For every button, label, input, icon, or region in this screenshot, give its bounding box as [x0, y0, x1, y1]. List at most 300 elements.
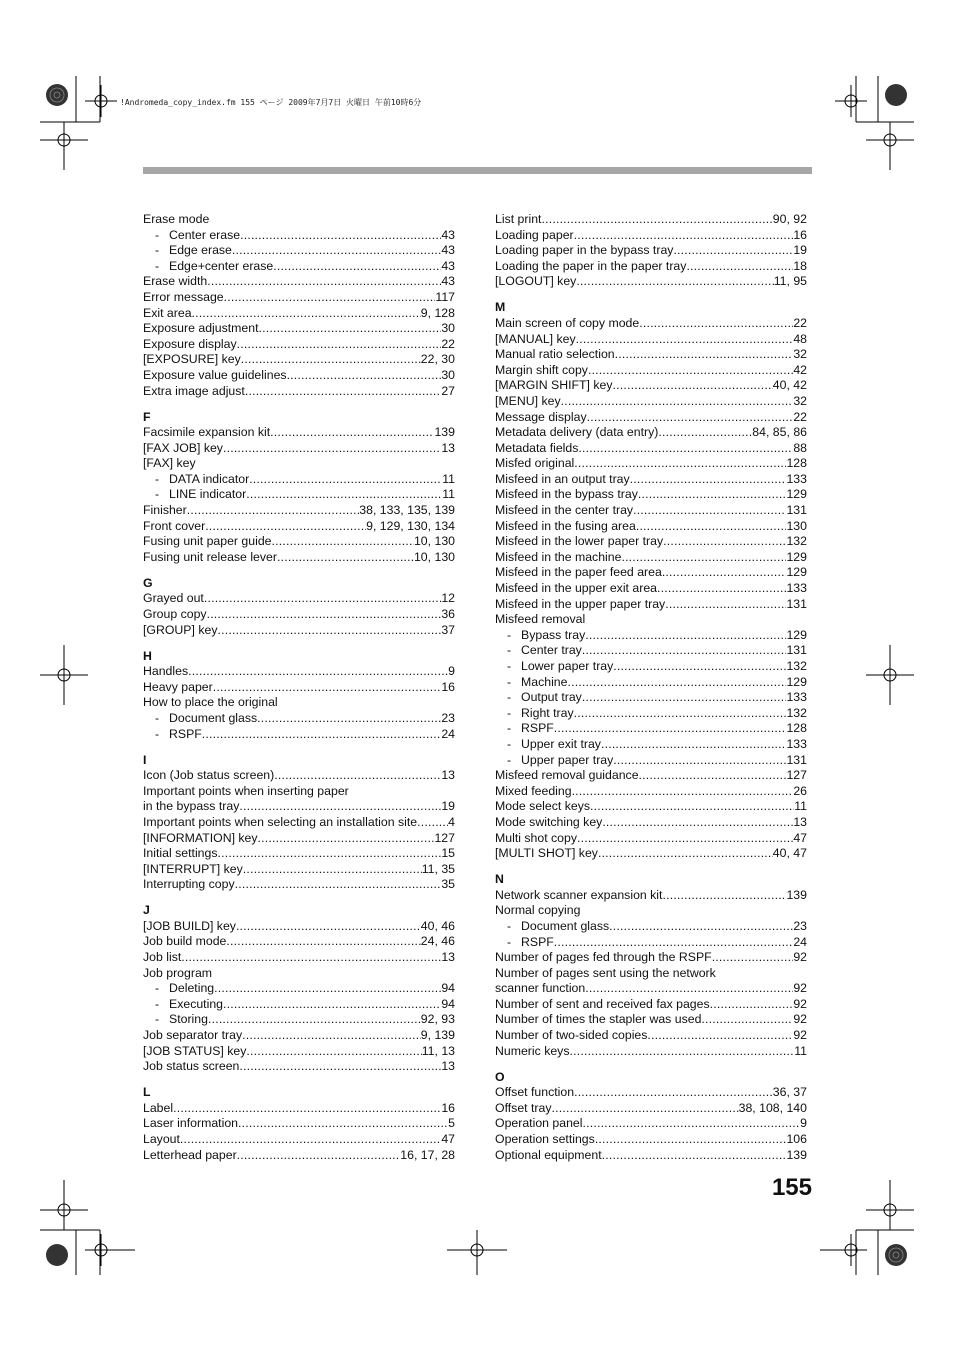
dot-leader	[218, 846, 442, 862]
index-term: Erase mode	[143, 212, 210, 226]
index-entry	[495, 1148, 807, 1164]
index-entry	[143, 550, 455, 566]
dot-leader	[662, 565, 787, 581]
dot-leader	[180, 1132, 441, 1148]
index-entry	[143, 306, 455, 322]
index-term: Layout	[143, 1132, 180, 1146]
index-entry	[143, 862, 455, 878]
index-page-ref: 13	[441, 1059, 455, 1074]
index-page-ref: 47	[793, 830, 807, 845]
dot-leader	[639, 768, 787, 784]
index-term: Mode select keys	[495, 799, 591, 814]
index-section-letter: O	[495, 1069, 505, 1084]
index-subentry: - Document glass ..... 23	[495, 919, 807, 935]
index-entry	[143, 503, 455, 519]
index-term: Main screen of copy mode	[495, 315, 640, 330]
index-term: [JOB BUILD] key	[143, 918, 236, 933]
index-section-letter: I	[143, 752, 147, 767]
index-term: How to place the original	[143, 695, 278, 710]
index-page-ref: 94	[441, 996, 455, 1011]
index-page-ref: 9	[800, 1116, 807, 1131]
index-page-ref: 48	[793, 331, 807, 346]
index-page-ref: 16	[441, 679, 455, 694]
index-entry	[495, 1116, 807, 1132]
index-entry	[495, 472, 807, 488]
index-term: Mixed feeding	[495, 783, 572, 798]
index-entry	[143, 337, 455, 353]
index-page-ref: 92	[793, 1012, 807, 1027]
index-term: RSPF	[521, 934, 554, 949]
index-page-ref: 9, 128	[420, 305, 455, 320]
dot-leader	[237, 1148, 401, 1164]
index-page-ref: 131	[786, 596, 807, 611]
index-section-letter: G	[143, 575, 153, 590]
index-page-ref: 13	[441, 950, 455, 965]
index-entry	[143, 1116, 455, 1132]
index-page-ref: 11, 35	[421, 861, 455, 876]
index-column-left	[143, 212, 455, 1163]
index-entry	[143, 934, 455, 950]
index-entry	[143, 1044, 455, 1060]
index-term: Metadata delivery (data entry)	[495, 425, 659, 440]
index-term: Misfeed in the fusing area	[495, 518, 636, 533]
index-term: Bypass tray	[521, 627, 586, 642]
index-subentry: - Center tray ..... 131	[495, 643, 807, 659]
index-entry	[495, 316, 807, 332]
dot-leader	[181, 950, 441, 966]
index-term: in the bypass tray	[143, 799, 240, 814]
index-term: Job list	[143, 950, 182, 965]
index-term: Optional equipment	[495, 1147, 602, 1162]
dot-leader	[639, 316, 793, 332]
dot-leader	[240, 228, 441, 244]
index-entry	[143, 290, 455, 306]
index-entry	[143, 321, 455, 337]
index-entry	[495, 1028, 807, 1044]
index-term: Error message	[143, 289, 224, 304]
index-entry	[495, 981, 807, 997]
index-page-ref: 40, 46	[420, 918, 455, 933]
index-entry	[495, 378, 807, 394]
index-section-letter: F	[143, 409, 151, 424]
index-entry	[495, 212, 807, 228]
index-entry	[143, 623, 455, 639]
index-page-ref: 127	[434, 830, 455, 845]
index-page-ref: 4	[448, 814, 455, 829]
dot-leader	[561, 394, 794, 410]
dot-leader	[595, 1132, 787, 1148]
index-subentry: - Executing ..... 94	[143, 997, 455, 1013]
index-page-ref: 88	[793, 440, 807, 455]
dot-leader	[223, 997, 441, 1013]
index-term: DATA indicator	[169, 471, 250, 486]
dot-leader	[214, 981, 441, 997]
index-term: Offset function	[495, 1085, 575, 1100]
index-term: Finisher	[143, 503, 187, 518]
index-entry	[143, 664, 455, 680]
index-section-letter: J	[143, 903, 150, 918]
index-entry	[495, 1012, 807, 1028]
index-page-ref: 133	[786, 471, 807, 486]
index-term: Misfeed in the upper exit area	[495, 581, 658, 596]
index-page-ref: 106	[786, 1132, 807, 1147]
index-page-ref: 11	[794, 1043, 807, 1058]
index-entry	[495, 228, 807, 244]
index-term: Facsimile expansion kit	[143, 425, 271, 440]
dot-leader	[577, 831, 793, 847]
index-page-ref: 26	[793, 783, 807, 798]
index-term: Number of pages sent using the network	[495, 965, 716, 980]
index-entry	[143, 877, 455, 893]
index-term: scanner function	[495, 981, 586, 996]
index-term: Label	[143, 1100, 174, 1115]
dot-leader	[621, 550, 786, 566]
dot-leader	[239, 1059, 441, 1075]
dot-leader	[241, 352, 421, 368]
index-term: Job build mode	[143, 934, 227, 949]
index-term: Storing	[169, 1012, 208, 1027]
index-entry	[143, 212, 455, 228]
index-entry	[495, 363, 807, 379]
dot-leader	[576, 274, 773, 290]
index-page-ref: 42	[793, 362, 807, 377]
index-entry	[143, 607, 455, 623]
index-term: [LOGOUT] key	[495, 274, 577, 289]
dot-leader	[665, 597, 786, 613]
dot-leader	[578, 441, 793, 457]
dot-leader	[270, 425, 434, 441]
index-entry	[495, 612, 807, 628]
index-page-ref: 19	[441, 799, 455, 814]
header-bar	[143, 167, 812, 174]
index-page-ref: 30	[441, 367, 455, 382]
index-page-ref: 47	[441, 1132, 455, 1146]
index-page-ref: 13	[441, 768, 455, 783]
index-entry	[495, 846, 807, 862]
dot-leader	[224, 290, 436, 306]
index-page-ref: 131	[786, 643, 807, 658]
index-subentry: - Right tray ..... 132	[495, 706, 807, 722]
index-term: Misfed original	[495, 456, 575, 471]
index-subentry: - Center erase ..... 43	[143, 228, 455, 244]
dot-leader	[273, 259, 441, 275]
index-section-letter: H	[143, 648, 152, 663]
index-term: [MENU] key	[495, 393, 561, 408]
index-term: Exposure display	[143, 336, 237, 351]
index-page-ref: 130	[786, 518, 807, 533]
index-entry	[495, 274, 807, 290]
index-term: Edge erase	[169, 243, 232, 258]
index-term: Deleting	[169, 981, 215, 996]
dot-leader	[710, 997, 794, 1013]
dot-leader	[673, 243, 793, 259]
index-entry	[495, 888, 807, 904]
index-page-ref: 139	[786, 887, 807, 902]
index-term: Mode switching key	[495, 814, 603, 829]
index-page-ref: 5	[448, 1116, 455, 1131]
index-term: Exposure value guidelines	[143, 367, 287, 382]
index-section-letter: N	[495, 872, 504, 887]
dot-leader	[173, 1101, 441, 1117]
index-term: Number of pages fed through the RSPF	[495, 950, 712, 965]
index-page-ref: 16, 17, 28	[400, 1147, 455, 1162]
index-term: [EXPOSURE] key	[143, 352, 241, 367]
dot-leader	[236, 919, 421, 935]
index-term: Upper paper tray	[521, 752, 614, 767]
index-page-ref: 129	[786, 549, 807, 564]
index-page-ref: 133	[786, 690, 807, 705]
dot-leader	[633, 503, 786, 519]
index-page-ref: 129	[786, 627, 807, 642]
index-page-ref: 129	[786, 674, 807, 689]
dot-leader	[213, 680, 442, 696]
index-term: RSPF	[521, 721, 554, 736]
index-term: Number of times the stapler was used	[495, 1012, 702, 1027]
dot-leader	[552, 1101, 739, 1117]
index-subentry: - Storing ..... 92, 93	[143, 1012, 455, 1028]
index-page-ref: 36, 37	[772, 1085, 807, 1100]
index-entry	[143, 1132, 455, 1148]
dot-leader	[582, 643, 787, 659]
dot-leader	[663, 534, 786, 550]
index-page-ref: 11	[442, 487, 455, 502]
index-entry	[143, 1059, 455, 1075]
index-entry	[143, 919, 455, 935]
index-page-ref: 92	[793, 1028, 807, 1043]
dot-leader	[613, 378, 773, 394]
dot-leader	[188, 664, 448, 680]
index-term: Document glass	[521, 918, 610, 933]
dot-leader	[541, 212, 772, 228]
index-entry	[143, 950, 455, 966]
index-term: Manual ratio selection	[495, 347, 615, 362]
index-term: [FAX] key	[143, 456, 196, 471]
dot-leader	[245, 384, 441, 400]
index-entry	[143, 456, 455, 472]
index-page-ref: 129	[786, 487, 807, 502]
index-page-ref: 24	[793, 934, 807, 949]
index-page-ref: 132	[786, 534, 807, 549]
index-page-ref: 40, 47	[772, 846, 807, 861]
index-term: Initial settings	[143, 846, 218, 861]
index-term: List print	[495, 212, 542, 226]
index-entry	[143, 384, 455, 400]
dot-leader	[576, 332, 794, 348]
index-subentry: - RSPF ..... 24	[495, 935, 807, 951]
index-term: [MARGIN SHIFT] key	[495, 378, 613, 393]
dot-leader	[598, 846, 773, 862]
index-term: Operation panel	[495, 1116, 583, 1131]
index-term: Group copy	[143, 607, 207, 622]
index-term: Fusing unit paper guide	[143, 534, 272, 549]
index-subentry: - Bypass tray ..... 129	[495, 628, 807, 644]
index-entry	[495, 243, 807, 259]
index-page-ref: 30	[441, 321, 455, 336]
index-page-ref: 129	[786, 565, 807, 580]
index-term: Executing	[169, 996, 224, 1011]
index-term: Front cover	[143, 518, 206, 533]
dot-leader	[609, 919, 793, 935]
index-entry	[495, 487, 807, 503]
index-entry	[495, 768, 807, 784]
dot-leader	[574, 228, 794, 244]
index-page-ref: 92	[793, 981, 807, 996]
index-entry	[495, 997, 807, 1013]
dot-leader	[259, 321, 442, 337]
index-entry	[495, 1085, 807, 1101]
dot-leader	[205, 519, 366, 535]
dot-leader	[574, 456, 786, 472]
dot-leader	[636, 519, 787, 535]
index-entry	[495, 394, 807, 410]
index-term: Lower paper tray	[521, 659, 614, 674]
index-term: Right tray	[521, 705, 574, 720]
index-page-ref: 11	[794, 799, 807, 814]
index-page-ref: 12	[441, 591, 455, 606]
index-page-ref: 24	[441, 726, 455, 741]
index-page-ref: 128	[786, 721, 807, 736]
dot-leader	[554, 721, 787, 737]
index-entry	[143, 591, 455, 607]
index-page-ref: 133	[786, 581, 807, 596]
index-subentry: - Edge erase ..... 43	[143, 243, 455, 259]
index-page-ref: 9	[448, 664, 455, 679]
index-term: Important points when inserting paper	[143, 783, 349, 798]
index-entry	[495, 966, 807, 982]
index-entry	[495, 441, 807, 457]
index-page-ref: 23	[793, 918, 807, 933]
index-entry	[495, 1132, 807, 1148]
index-entry	[143, 519, 455, 535]
dot-leader	[587, 410, 794, 426]
dot-leader	[602, 1148, 787, 1164]
index-subentry: - Lower paper tray ..... 132	[495, 659, 807, 675]
index-page-ref: 139	[786, 1147, 807, 1162]
index-subentry: - RSPF ..... 128	[495, 721, 807, 737]
index-term: Letterhead paper	[143, 1147, 237, 1162]
index-entry	[143, 695, 455, 711]
index-entry	[143, 799, 455, 815]
index-page-ref: 132	[786, 659, 807, 674]
dot-leader	[582, 690, 787, 706]
index-page-ref: 11, 95	[773, 274, 807, 289]
index-page-ref: 15	[441, 846, 455, 861]
index-term: Grayed out	[143, 591, 204, 606]
dot-leader	[208, 1012, 421, 1028]
index-term: Offset tray	[495, 1100, 552, 1115]
index-entry	[495, 1101, 807, 1117]
index-term: Misfeed in the paper feed area	[495, 565, 662, 580]
index-entry	[495, 597, 807, 613]
index-entry	[495, 503, 807, 519]
index-term: Center erase	[169, 227, 241, 242]
index-entry	[143, 680, 455, 696]
index-section-letter: L	[143, 1085, 151, 1100]
index-page-ref: 35	[441, 877, 455, 892]
index-entry	[143, 966, 455, 982]
index-page-ref: 92	[793, 950, 807, 965]
index-entry	[143, 1148, 455, 1164]
dot-leader	[662, 888, 786, 904]
index-page-ref: 92, 93	[420, 1012, 455, 1027]
index-page-ref: 84, 85, 86	[752, 425, 807, 440]
dot-leader	[602, 815, 793, 831]
dot-leader	[572, 784, 794, 800]
dot-leader	[202, 727, 442, 743]
dot-leader	[554, 935, 794, 951]
index-entry	[495, 903, 807, 919]
index-page-ref: 32	[793, 347, 807, 362]
dot-leader	[204, 591, 441, 607]
index-entry	[495, 815, 807, 831]
dot-leader	[207, 274, 441, 290]
dot-leader	[249, 472, 442, 488]
index-page-ref: 16	[441, 1100, 455, 1115]
index-page-ref: 43	[441, 258, 455, 273]
index-term: Loading paper in the bypass tray	[495, 243, 674, 258]
index-term: Job separator tray	[143, 1028, 243, 1043]
index-page-ref: 131	[786, 752, 807, 767]
index-column-right	[495, 212, 807, 1163]
index-term: Message display	[495, 409, 587, 424]
index-page-ref: 13	[441, 440, 455, 455]
index-entry	[495, 799, 807, 815]
index-page-ref: 32	[793, 393, 807, 408]
index-page-ref: 9, 139	[420, 1028, 455, 1043]
index-subentry: - Output tray ..... 133	[495, 690, 807, 706]
index-entry	[495, 1044, 807, 1060]
index-term: Upper exit tray	[521, 736, 601, 751]
index-page-ref: 11, 13	[421, 1043, 455, 1058]
index-entry	[495, 950, 807, 966]
index-page-ref: 23	[441, 710, 455, 725]
dot-leader	[613, 753, 786, 769]
index-entry	[495, 784, 807, 800]
index-page-ref: 22	[441, 336, 455, 351]
index-term: RSPF	[169, 726, 202, 741]
index-page-ref: 90, 92	[772, 212, 807, 226]
index-entry	[495, 831, 807, 847]
index-page-ref: 38, 108, 140	[738, 1100, 807, 1115]
index-page-ref: 24, 46	[420, 934, 455, 949]
index-term: Extra image adjust	[143, 383, 245, 398]
index-entry	[495, 332, 807, 348]
index-term: Normal copying	[495, 903, 581, 918]
index-subentry: - LINE indicator ..... 11	[143, 487, 455, 503]
index-entry	[143, 425, 455, 441]
index-term: Misfeed removal	[495, 612, 586, 627]
dot-leader	[243, 862, 422, 878]
index-entry	[495, 565, 807, 581]
index-term: Document glass	[169, 710, 258, 725]
index-term: Edge+center erase	[169, 258, 274, 273]
dot-leader	[272, 534, 414, 550]
index-term: Laser information	[143, 1116, 239, 1131]
index-subentry: - Machine ..... 129	[495, 675, 807, 691]
index-entry	[143, 846, 455, 862]
index-term: Misfeed in the lower paper tray	[495, 534, 664, 549]
index-page-ref: 16	[793, 227, 807, 242]
dot-leader	[257, 711, 441, 727]
dot-leader	[187, 503, 360, 519]
index-subentry: - RSPF ..... 24	[143, 727, 455, 743]
index-term: Heavy paper	[143, 679, 213, 694]
dot-leader	[583, 1116, 801, 1132]
index-page-ref: 139	[434, 425, 455, 440]
index-term: Multi shot copy	[495, 830, 578, 845]
index-term: Job program	[143, 965, 213, 980]
dot-leader	[417, 815, 448, 831]
